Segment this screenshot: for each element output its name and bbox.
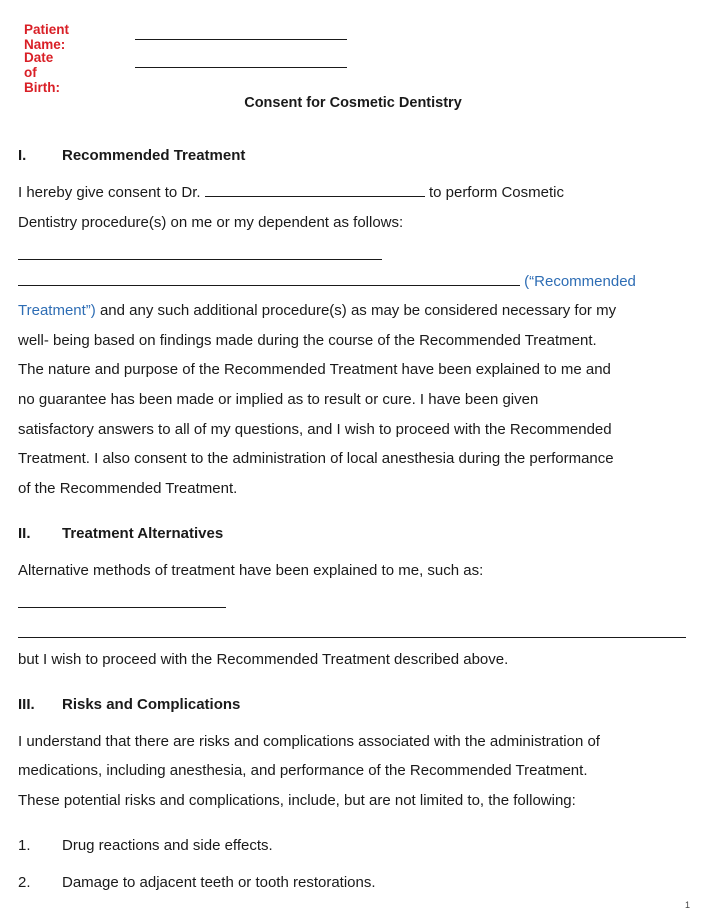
paragraph-line: Alternative methods of treatment have been explained to me, such as: bbox=[18, 562, 484, 579]
consent-text-end: to perform Cosmetic bbox=[428, 184, 564, 201]
paragraph-line: Dentistry procedure(s) on me or my dependent as follows: bbox=[18, 214, 404, 231]
paragraph-line: but I wish to proceed with the Recommended Treatment described above. bbox=[18, 651, 509, 668]
list-number: 2. bbox=[18, 874, 31, 891]
procedure-blank-line[interactable] bbox=[18, 259, 382, 260]
section-number: III. bbox=[18, 696, 35, 713]
procedure-blank-line[interactable] bbox=[18, 271, 520, 286]
paragraph-line bbox=[18, 178, 564, 208]
paragraph-line: of the Recommended Treatment. bbox=[18, 480, 238, 497]
patient-name-field[interactable] bbox=[135, 39, 347, 40]
list-text: Damage to adjacent teeth or tooth restorations. bbox=[62, 874, 376, 891]
paragraph-line: medications, including anesthesia, and performance of the Recommended Treatment. bbox=[18, 762, 588, 779]
doctor-name-field[interactable] bbox=[205, 182, 425, 197]
paragraph-line: Treatment. I also consent to the administration of local anesthesia during the performance bbox=[18, 450, 614, 467]
paragraph-line: The nature and purpose of the Recommended Treatment have been explained to me and bbox=[18, 361, 611, 378]
patient-name-label: Patient Name: bbox=[24, 22, 70, 52]
page-number: 1 bbox=[684, 900, 690, 910]
recommended-term-end: Treatment”) bbox=[18, 302, 96, 319]
paragraph-text: and any such additional procedure(s) as may be considered necessary for my bbox=[99, 302, 617, 319]
recommended-term: (“Recommended bbox=[524, 273, 636, 290]
paragraph-line bbox=[18, 296, 616, 326]
paragraph-line: satisfactory answers to all of my questions, and I wish to proceed with the Recommended bbox=[18, 421, 612, 438]
section-title: Recommended Treatment bbox=[62, 147, 246, 164]
paragraph-line: These potential risks and complications, include, but are not limited to, the following: bbox=[18, 792, 576, 809]
dob-field[interactable] bbox=[135, 67, 347, 68]
paragraph-line: well- being based on findings made during the course of the Recommended Treatment. bbox=[18, 332, 597, 349]
section-title: Treatment Alternatives bbox=[62, 525, 224, 542]
alternatives-blank-line[interactable] bbox=[18, 637, 686, 638]
list-number: 1. bbox=[18, 837, 31, 854]
consent-text-start: I hereby give consent to Dr. bbox=[18, 184, 201, 201]
section-number: II. bbox=[18, 525, 31, 542]
paragraph-line: no guarantee has been made or implied as to result or cure. I have been given bbox=[18, 391, 539, 408]
dob-label: Date of Birth: bbox=[24, 50, 60, 95]
list-text: Drug reactions and side effects. bbox=[62, 837, 273, 854]
page-title: Consent for Cosmetic Dentistry bbox=[244, 95, 462, 111]
paragraph-line bbox=[18, 267, 636, 297]
paragraph-line: I understand that there are risks and complications associated with the administration of bbox=[18, 733, 600, 750]
section-number: I. bbox=[18, 147, 27, 164]
alternatives-blank-line[interactable] bbox=[18, 607, 226, 608]
section-title: Risks and Complications bbox=[62, 696, 241, 713]
